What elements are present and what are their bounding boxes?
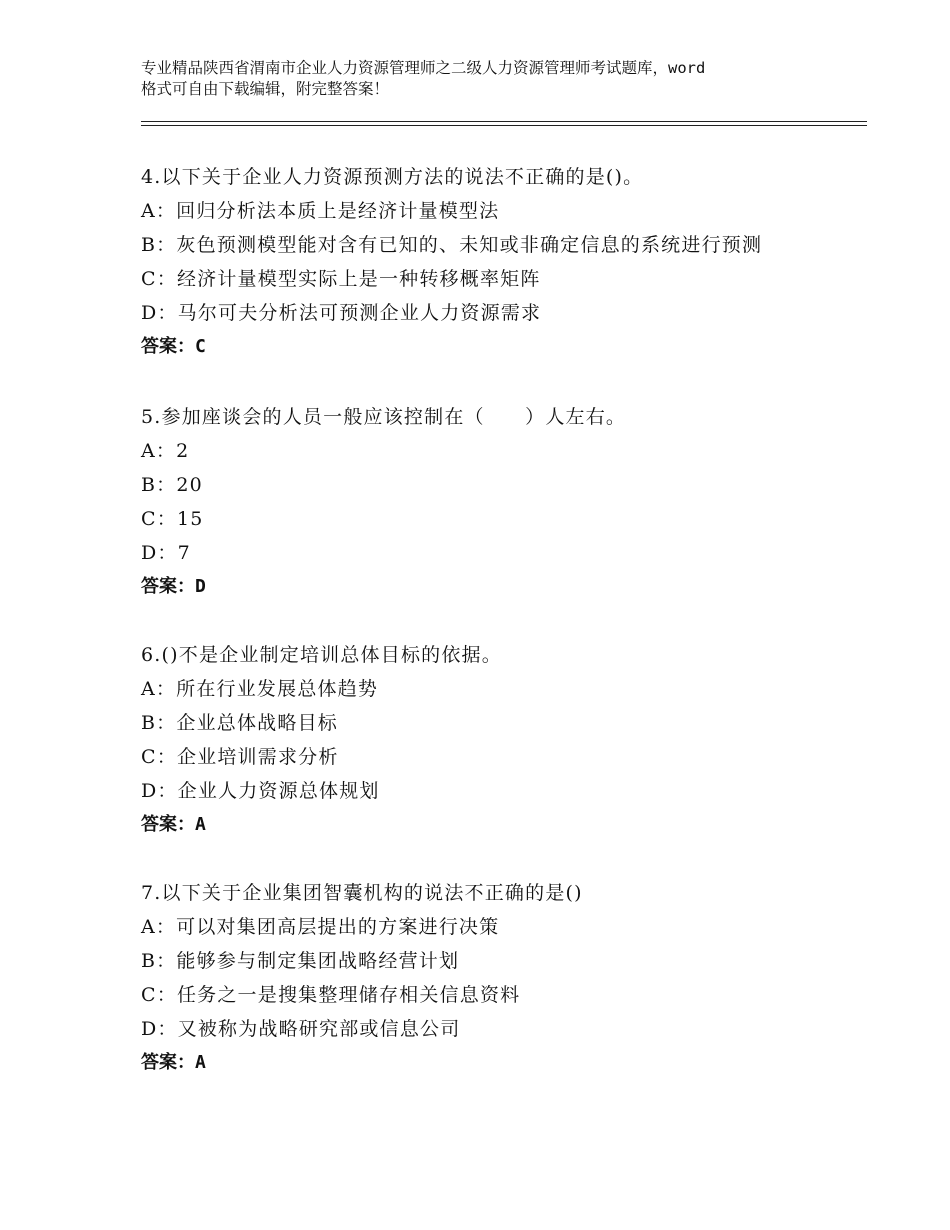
option-a: A：2: [141, 440, 190, 462]
option-c: C：15: [141, 508, 204, 530]
option-c: C：任务之一是搜集整理储存相关信息资料: [141, 984, 521, 1006]
option-d: D：企业人力资源总体规划: [141, 780, 380, 802]
header-line-1: 专业精品陕西省渭南市企业人力资源管理师之二级人力资源管理师考试题库，word: [141, 59, 706, 77]
answer-label: 答案：D: [141, 576, 206, 597]
answer-label: 答案：A: [141, 814, 206, 835]
question-stem: 6.()不是企业制定培训总体目标的依据。: [141, 644, 502, 666]
answer-label: 答案：C: [141, 336, 206, 357]
option-c: C：经济计量模型实际上是一种转移概率矩阵: [141, 268, 541, 290]
header-line-2: 格式可自由下载编辑，附完整答案！: [141, 80, 390, 98]
option-a: A：所在行业发展总体趋势: [141, 678, 379, 700]
question-block-4: [141, 160, 841, 364]
header-divider: [141, 121, 867, 126]
option-d: D：马尔可夫分析法可预测企业人力资源需求: [141, 302, 542, 324]
question-block-6: [141, 638, 841, 842]
option-a: A：可以对集团高层提出的方案进行决策: [141, 916, 500, 938]
option-b: B：灰色预测模型能对含有已知的、未知或非确定信息的系统进行预测: [141, 234, 763, 256]
document-header: [141, 58, 831, 100]
answer-label: 答案：A: [141, 1052, 206, 1073]
option-b: B：能够参与制定集团战略经营计划: [141, 950, 460, 972]
option-d: D：又被称为战略研究部或信息公司: [141, 1018, 461, 1040]
option-b: B：20: [141, 474, 203, 496]
question-stem: 7.以下关于企业集团智囊机构的说法不正确的是(): [141, 882, 583, 904]
question-block-5: [141, 400, 841, 604]
question-stem: 5.参加座谈会的人员一般应该控制在（ ）人左右。: [141, 406, 627, 428]
option-c: C：企业培训需求分析: [141, 746, 339, 768]
question-stem: 4.以下关于企业人力资源预测方法的说法不正确的是()。: [141, 166, 644, 188]
option-a: A：回归分析法本质上是经济计量模型法: [141, 200, 500, 222]
option-b: B：企业总体战略目标: [141, 712, 338, 734]
question-block-7: [141, 876, 841, 1080]
option-d: D：7: [141, 542, 191, 564]
